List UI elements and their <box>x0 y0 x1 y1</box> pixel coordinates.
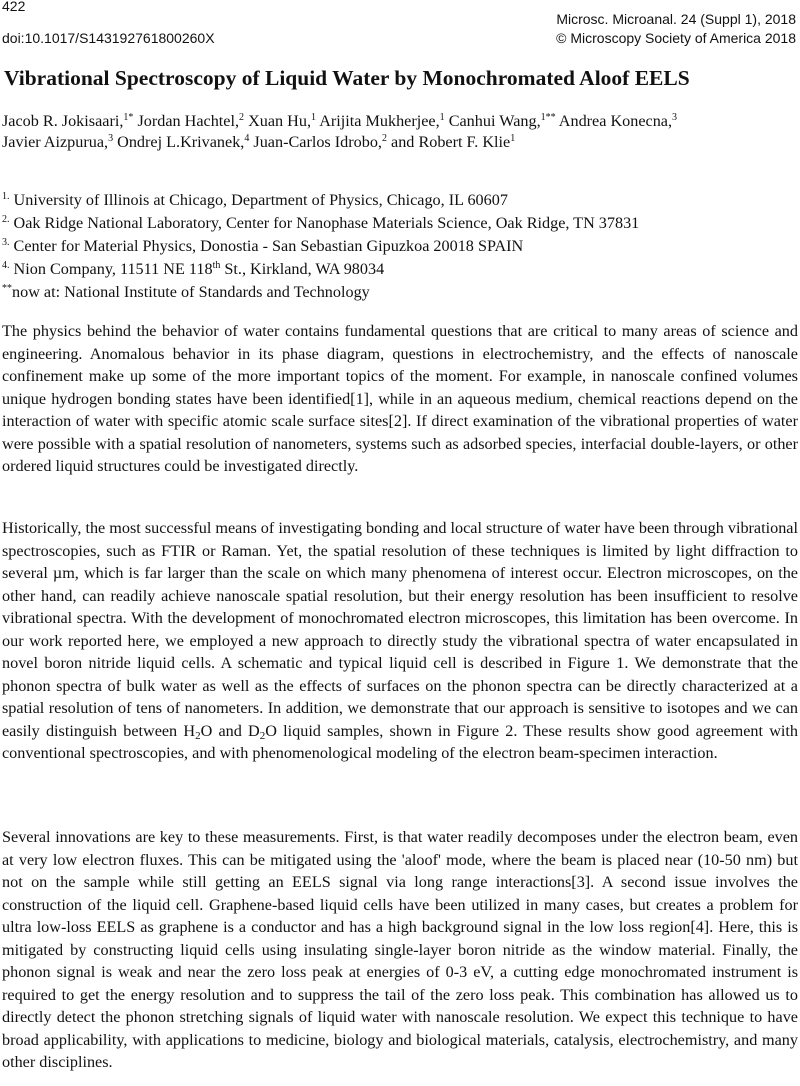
journal-citation: Microsc. Microanal. 24 (Suppl 1), 2018 <box>556 11 796 27</box>
affiliation-text: University of Illinois at Chicago, Department of Physics, Chicago, IL 60607 <box>13 191 508 209</box>
journal-header <box>556 10 796 48</box>
author-affiliation-mark: 1** <box>540 112 556 123</box>
author-affiliation-mark: 3 <box>672 112 678 123</box>
doi: doi:10.1017/S143192761800260X <box>2 30 215 46</box>
affiliation <box>2 258 798 281</box>
affiliation-mark: 3. <box>2 237 10 248</box>
paragraph-innovations: Several innovations are key to these measurements. First, is that water readily decomposes under the electron beam, even at very low electron fluxes. This can be mitigated using the 'aloof' mode, where the beam is placed near (10-50 nm) but not on the sample while still getting an EELS signal via long range interactions[3]. A second issue involves the construction of the liquid cell. Graphene-based liquid cells have been utilized in many cases, but creates a problem for ultra low-loss EELS as graphene is a conductor and has a high background signal in the low loss region[4]. Here, this is mitigated by constructing liquid cells using insulating single-layer boron nitride as the window material. Finally, the phonon signal is weak and near the zero loss peak at energies of 0-3 eV, a cutting edge monochromated instrument is required to get the energy resolution and to suppress the tail of the zero loss peak. This combination has allowed us to directly detect the phonon stretching signals of liquid water with nanoscale resolution. We expect this technique to have broad applicability, with applications to medicine, biology and biological materials, catalysis, electrochemistry, and many other disciplines. <box>2 828 798 1071</box>
author: Xuan Hu, <box>248 112 312 130</box>
copyright-notice: © Microscopy Society of America 2018 <box>556 30 796 46</box>
paragraph-text: Historically, the most successful means of investigating bonding and local structure of water have been through vibrational spectroscopies, such as FTIR or Raman. Yet, the spatial resolution of these techniques is limited by light diffraction to several µm, which is far larger than the scale on which many phenomena of interest occur. Electron microscopes, on the other hand, can readily achieve nanoscale spatial resolution, but their energy resolution has been insufficient to resolve vibrational spectra. With the development of monochromated electron microscopes, this limitation has been overcome. In our work reported here, we employed a new approach to directly study the vibrational spectra of water encapsulated in novel boron nitride liquid cells. A schematic and typical liquid cell is described in Figure 1. We demonstrate that the phonon spectra of bulk water as well as the effects of surfaces on the phonon spectra can be directly characterized at a spatial resolution of tens of nanometers. In addition, we demonstrate that our approach is sensitive to isotopes and we can easily distinguish between H <box>2 519 798 740</box>
author: Javier Aizpurua, <box>2 133 109 151</box>
ordinal-suffix: th <box>212 260 221 271</box>
affiliation-list <box>2 189 798 304</box>
affiliation <box>2 235 798 258</box>
paragraph-background <box>2 517 798 765</box>
subscript: 2 <box>259 729 266 742</box>
affiliation-text: Center for Material Physics, Donostia - San Sebastian Gipuzkoa 20018 SPAIN <box>13 237 524 255</box>
affiliation-text: Oak Ridge National Laboratory, Center for Nanophase Materials Science, Oak Ridge, TN 37831 <box>13 214 640 232</box>
author-affiliation-mark: 4 <box>244 133 250 144</box>
author: Jacob R. Jokisaari, <box>2 112 124 130</box>
author-affiliation-mark: 1 <box>311 112 317 123</box>
author: and Robert F. Klie <box>391 133 511 151</box>
author: Jordan Hachtel, <box>137 112 240 130</box>
author-affiliation-mark: 3 <box>108 133 114 144</box>
author: Juan-Carlos Idrobo, <box>253 133 382 151</box>
affiliation <box>2 189 798 212</box>
author: Canhui Wang, <box>448 112 541 130</box>
author-list <box>2 111 798 153</box>
author-affiliation-mark: 1* <box>123 112 134 123</box>
affiliation-text-end: St., Kirkland, WA 98034 <box>220 260 385 278</box>
paragraph-text: O and D <box>200 721 260 740</box>
affiliation <box>2 281 798 304</box>
affiliation-text: now at: National Institute of Standards and Technology <box>12 283 370 301</box>
affiliation-mark: 2. <box>2 214 10 225</box>
subscript: 2 <box>195 729 201 742</box>
affiliation-mark: 1. <box>2 191 10 202</box>
affiliation-text: Nion Company, 11511 NE 118 <box>13 260 213 278</box>
affiliation <box>2 212 798 235</box>
author-affiliation-mark: 1 <box>439 112 445 123</box>
page-number: 422 <box>2 0 26 14</box>
author-affiliation-mark: 1 <box>510 133 516 144</box>
author: Ondrej L.Krivanek, <box>117 133 245 151</box>
author-affiliation-mark: 2 <box>239 112 245 123</box>
author: Andrea Konecna, <box>558 112 673 130</box>
author: Arijita Mukherjee, <box>319 112 440 130</box>
affiliation-mark: 4. <box>2 260 10 271</box>
paragraph-text: O liquid samples, shown in Figure 2. These results show good agreement with conventional spectroscopies, and with phenomenological modeling of the electron beam-specimen interaction. <box>2 721 798 762</box>
author-affiliation-mark: 2 <box>381 133 387 144</box>
paragraph-introduction: The physics behind the behavior of water contains fundamental questions that are critical to many areas of science and engineering. Anomalous behavior in its phase diagram, questions in electrochemistry, and the effects of nanoscale confinement make up some of the more important topics of the moment. For example, in nanoscale confined volumes unique hydrogen bonding states have been identified[1], while in an aqueous medium, chemical reactions depend on the interaction of water with specific atomic scale surface sites[2]. If direct examination of the vibrational properties of water were possible with a spatial resolution of nanometers, systems such as adsorbed species, interfacial double-layers, or other ordered liquid structures could be investigated directly. <box>2 322 798 475</box>
affiliation-mark: ** <box>2 283 12 294</box>
paper-title: Vibrational Spectroscopy of Liquid Water by Monochromated Aloof EELS <box>4 66 690 90</box>
